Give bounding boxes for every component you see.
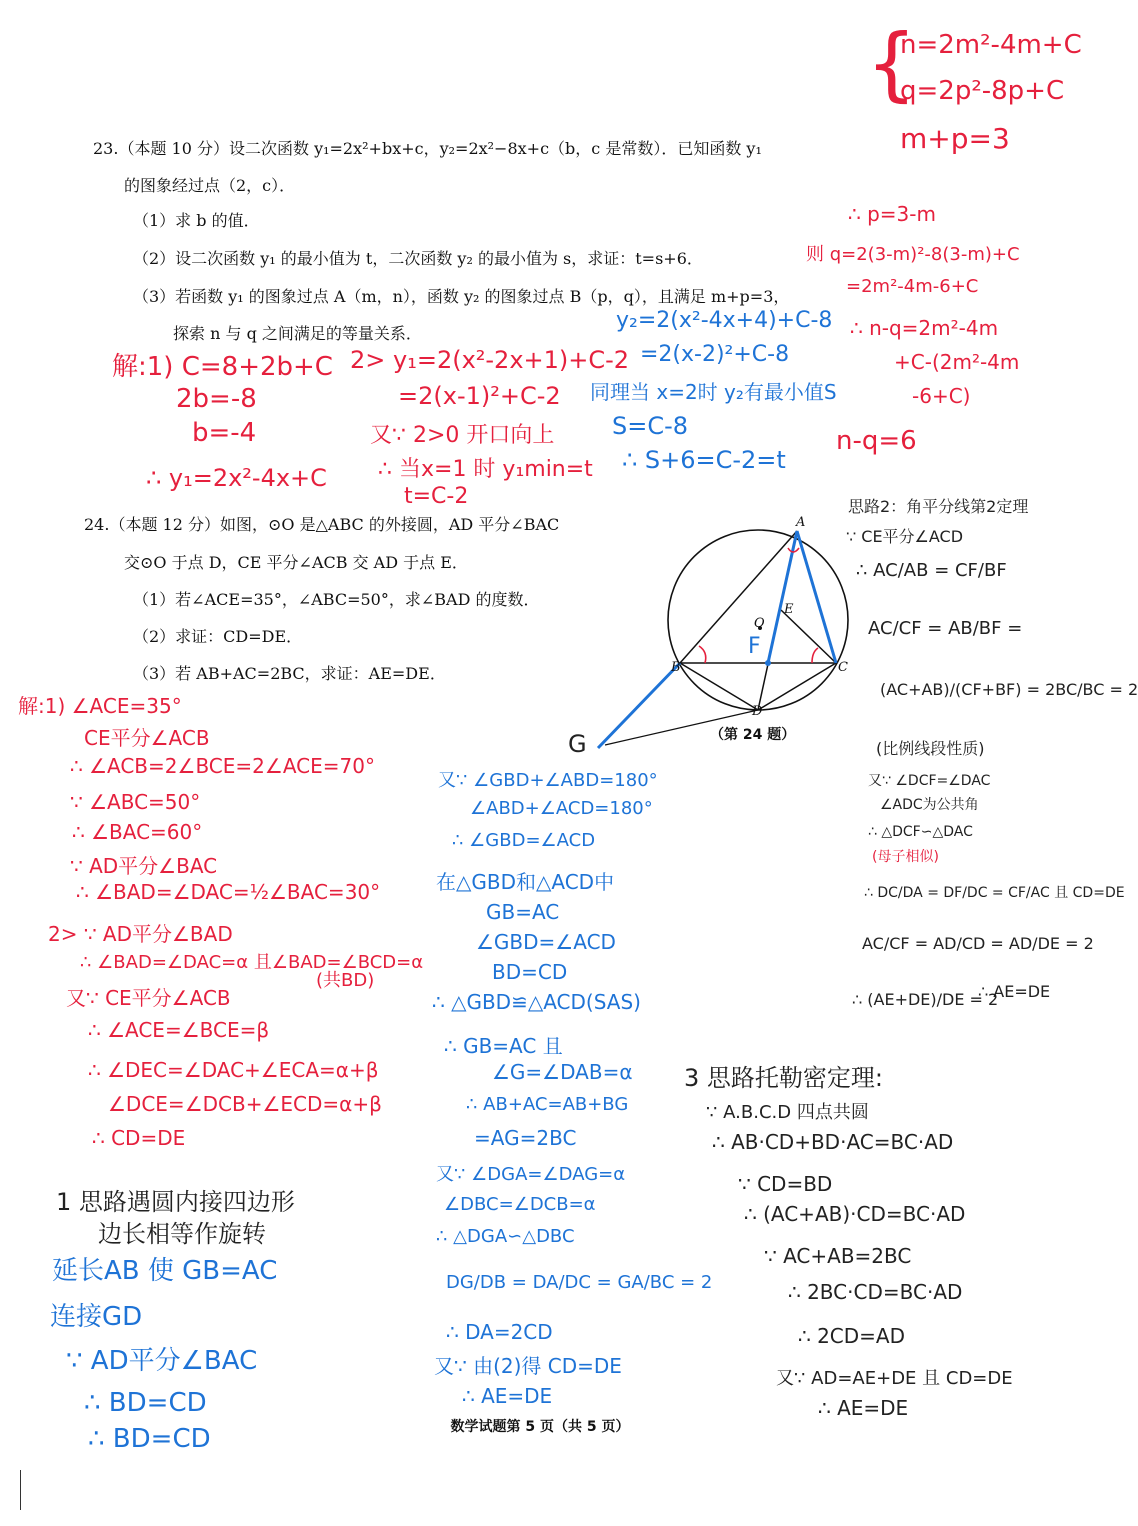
label-a: A — [796, 515, 806, 530]
hw-q23-red-line: t=C-2 — [404, 484, 469, 509]
segment-bd — [680, 663, 758, 710]
hw-q24-right-line: ∠ADC为公共角 — [880, 797, 979, 813]
hw-q24-blue-mid-line: ∴ AE=DE — [462, 1384, 553, 1408]
hw-q24-blue-left-line: ∴ BD=CD — [84, 1388, 207, 1418]
hw-q24-blue-mid-line: 又∵ ∠DGA=∠DAG=α — [436, 1164, 626, 1185]
segment-af-blue — [768, 531, 797, 663]
hw-q23-red-line: 2b=-8 — [176, 384, 257, 414]
hw-q24-red-line: ∴ ∠BAD=∠DAC=α 且∠BAD=∠BCD=α — [80, 952, 424, 973]
label-b: B — [671, 660, 681, 675]
hw-q23-red-line: 又∵ 2>0 开口向上 — [370, 423, 555, 448]
hw-q24-blue-mid-line: ∴ GB=AC 且 — [444, 1034, 563, 1058]
angle-mark-c — [812, 648, 818, 663]
hw-q24-blue-left-line: ∴ BD=CD — [88, 1424, 211, 1454]
hw-q24-right-line: ∴ AC/AB = CF/BF — [856, 560, 1007, 581]
hw-q24-right-line: ∵ CE平分∠ACD — [846, 527, 964, 546]
hw-q24-blue-mid-line: ∠ABD+∠ACD=180° — [470, 798, 653, 819]
hw-q24-red-line: ∵ AD平分∠BAC — [70, 854, 218, 878]
hw-q24-right-line: ∴ △DCF∽△DAC — [868, 824, 973, 840]
hw-q24-black-right-line: 又∵ AD=AE+DE 且 CD=DE — [776, 1368, 1013, 1389]
segment-cd — [758, 663, 836, 710]
hw-q24-red-line: ∵ ∠ABC=50° — [70, 790, 201, 814]
hw-q24-blue-left-line: 延长AB 使 GB=AC — [52, 1256, 278, 1286]
hw-q24-blue-mid-line: BD=CD — [492, 960, 568, 984]
hw-q24-red-line: ∴ ∠ACE=∠BCE=β — [88, 1018, 270, 1042]
hw-q24-red-line: 又∵ CE平分∠ACB — [66, 986, 231, 1010]
hw-q23-right-line: ∴ n-q=2m²-4m — [850, 316, 999, 340]
hw-q24-right-line: ∴ AE=DE — [978, 982, 1051, 1001]
label-o: O — [754, 616, 765, 631]
hw-q23-red-line: =2(x-1)²+C-2 — [398, 382, 561, 410]
hw-q24-red-line: CE平分∠ACB — [84, 726, 210, 750]
q24-part1: （1）若∠ACE=35°，∠ABC=50°，求∠BAD 的度数． — [133, 590, 540, 609]
hw-q24-blue-mid-line: ∠DBC=∠DCB=α — [444, 1194, 596, 1215]
page-footer: 数学试题第 5 页（共 5 页） — [450, 1419, 630, 1435]
hw-q23-red-line: ∴ 当x=1 时 y₁min=t — [378, 457, 593, 482]
hw-q23-right-line: -6+C) — [912, 384, 971, 408]
margin-line — [20, 1470, 21, 1510]
hw-q24-black-left-line: 边长相等作旋转 — [98, 1220, 266, 1248]
hw-q23-red-line: 解:1) C=8+2b+C — [112, 352, 333, 382]
segment-gb-blue — [598, 663, 680, 748]
hw-q23-right-line: ∴ p=3-m — [848, 202, 936, 226]
hw-q24-right-line: 思路2：角平分线第2定理 — [848, 497, 1029, 516]
figure-caption: （第 24 题） — [710, 727, 796, 743]
hw-q23-blue-line: =2(x-2)²+C-8 — [640, 342, 790, 367]
q23-part3: （3）若函数 y₁ 的图象过点 A（m，n），函数 y₂ 的图象过点 B（p，q），且满足 m+p=3， — [133, 287, 790, 306]
segment-ab — [680, 531, 797, 663]
hw-q24-red-line: ∴ ∠DEC=∠DAC+∠ECA=α+β — [88, 1058, 379, 1082]
q24-stem-line1: 24.（本题 12 分）如图，⊙O 是△ABC 的外接圆，AD 平分∠BAC — [84, 515, 560, 534]
hw-q24-red-line: 解:1) ∠ACE=35° — [18, 694, 182, 718]
hw-q24-blue-left-line: ∵ AD平分∠BAC — [66, 1346, 258, 1376]
q23-stem-line1: 23.（本题 10 分）设二次函数 y₁=2x²+bx+c，y₂=2x²−8x+c（b，c 是常数）．已知函数 y₁ — [93, 139, 762, 158]
hw-top-right-line: q=2p²-8p+C — [900, 76, 1065, 106]
hw-q23-red-line: 2> y₁=2(x²-2x+1)+C-2 — [350, 346, 630, 374]
hw-q24-red-line: ∴ ∠BAC=60° — [72, 820, 203, 844]
hw-q23-blue-line: 同理当 x=2时 y₂有最小值S — [590, 380, 837, 404]
hw-q24-blue-mid-line: =AG=2BC — [474, 1126, 577, 1150]
hw-q24-red-line: 2> ∵ AD平分∠BAD — [48, 922, 233, 946]
hw-q24-blue-left-line: 连接GD — [50, 1302, 143, 1332]
hw-q24-right-line: (AC+AB)/(CF+BF) = 2BC/BC = 2 — [880, 680, 1138, 699]
hw-q24-black-right-line: ∴ 2BC·CD=BC·AD — [788, 1280, 963, 1304]
hw-q23-right-line: +C-(2m²-4m — [894, 350, 1020, 374]
hw-q24-blue-mid-line: ∠G=∠DAB=α — [492, 1060, 633, 1084]
label-d: D — [752, 704, 763, 719]
hw-q24-black-right-line: ∵ AC+AB=2BC — [764, 1244, 912, 1268]
q23-part2: （2）设二次函数 y₁ 的最小值为 t，二次函数 y₂ 的最小值为 s，求证：t=s+6． — [133, 249, 703, 268]
hw-q24-blue-mid-line: 又∵ 由(2)得 CD=DE — [434, 1354, 622, 1378]
q23-stem-line2: 的图象经过点（2，c）． — [124, 176, 296, 195]
hw-q24-blue-mid-line: ∴ DA=2CD — [446, 1320, 553, 1344]
hw-q24-black-right-line: 3 思路托勒密定理: — [684, 1064, 883, 1092]
label-c: C — [838, 660, 848, 675]
label-g: G — [568, 730, 587, 758]
hw-q24-blue-mid-line: 在△GBD和△ACD中 — [436, 870, 615, 894]
hw-q24-right-line: AC/CF = AD/CD = AD/DE = 2 — [862, 934, 1094, 953]
hw-q23-red-line: b=-4 — [192, 418, 257, 448]
hw-top-right-line: n=2m²-4m+C — [900, 30, 1082, 60]
q23-part3-line2: 探索 n 与 q 之间满足的等量关系． — [173, 324, 422, 343]
hw-q24-black-right-line: ∵ A.B.C.D 四点共圆 — [706, 1102, 869, 1123]
hw-q24-black-left-line: 1 思路遇圆内接四边形 — [56, 1188, 295, 1216]
hw-q24-blue-mid-line: DG/DB = DA/DC = GA/BC = 2 — [446, 1272, 713, 1293]
hw-q24-blue-mid-line: ∴ AB+AC=AB+BG — [466, 1094, 629, 1115]
hw-q24-right-line: (比例线段性质) — [876, 739, 985, 758]
hw-system-brace: { — [866, 17, 917, 110]
hw-q24-black-right-line: ∴ AB·CD+BD·AC=BC·AD — [712, 1130, 954, 1154]
hw-q24-blue-mid-line: 又∵ ∠GBD+∠ABD=180° — [438, 770, 658, 791]
hw-q24-right-line: 又∵ ∠DCF=∠DAC — [868, 773, 991, 789]
hw-q24-black-right-line: ∵ CD=BD — [738, 1172, 833, 1196]
angle-mark-b — [699, 646, 706, 663]
hw-q23-right-line: =2m²-4m-6+C — [846, 276, 979, 297]
hw-q24-red-line: ∠DCE=∠DCB+∠ECD=α+β — [108, 1092, 382, 1116]
hw-q23-right-line: 则 q=2(3-m)²-8(3-m)+C — [806, 244, 1020, 265]
hw-q24-right-line: ∴ (AE+DE)/DE = 2 — [852, 990, 999, 1009]
hw-q24-red-line: (共BD) — [316, 970, 375, 991]
hw-q23-blue-line: S=C-8 — [612, 412, 689, 440]
hw-q24-blue-mid-line: ∴ △DGA∽△DBC — [436, 1226, 575, 1247]
hw-q24-right-line: AC/CF = AB/BF = — [868, 618, 1023, 639]
hw-q24-red-line: ∴ CD=DE — [92, 1126, 186, 1150]
label-e: E — [784, 602, 794, 617]
hw-q24-blue-mid-line: ∠GBD=∠ACD — [476, 930, 616, 954]
q24-part2: （2）求证：CD=DE． — [133, 627, 303, 646]
hw-q24-black-right-line: ∴ (AC+AB)·CD=BC·AD — [744, 1202, 966, 1226]
hw-q23-blue-line: y₂=2(x²-4x+4)+C-8 — [616, 308, 833, 333]
hw-q24-red-line: ∴ ∠BAD=∠DAC=½∠BAC=30° — [76, 880, 381, 904]
hw-q24-red-line: ∴ ∠ACB=2∠BCE=2∠ACE=70° — [70, 754, 375, 778]
label-f: F — [748, 634, 761, 659]
hw-q24-black-right-line: ∴ AE=DE — [818, 1396, 909, 1420]
hw-q24-right-line: ∴ DC/DA = DF/DC = CF/AC 且 CD=DE — [864, 885, 1125, 901]
q24-part3: （3）若 AB+AC=2BC，求证：AE=DE． — [133, 664, 446, 683]
hw-q23-right-line: n-q=6 — [836, 426, 917, 456]
hw-q23-blue-line: ∴ S+6=C-2=t — [622, 446, 786, 474]
hw-q24-right-line: (母子相似) — [872, 849, 939, 865]
hw-top-right-line: m+p=3 — [900, 122, 1010, 155]
hw-q24-blue-mid-line: ∴ △GBD≌△ACD(SAS) — [432, 990, 641, 1014]
hw-q24-blue-mid-line: GB=AC — [486, 900, 560, 924]
q24-stem-line2: 交⊙O 于点 D，CE 平分∠ACB 交 AD 于点 E． — [124, 553, 468, 572]
hw-q24-blue-mid-line: ∴ ∠GBD=∠ACD — [452, 830, 596, 851]
hw-q23-red-line: ∴ y₁=2x²-4x+C — [146, 464, 327, 492]
point-f — [765, 660, 771, 666]
q23-part1: （1）求 b 的值． — [133, 211, 260, 230]
hw-q24-black-right-line: ∴ 2CD=AD — [798, 1324, 906, 1348]
